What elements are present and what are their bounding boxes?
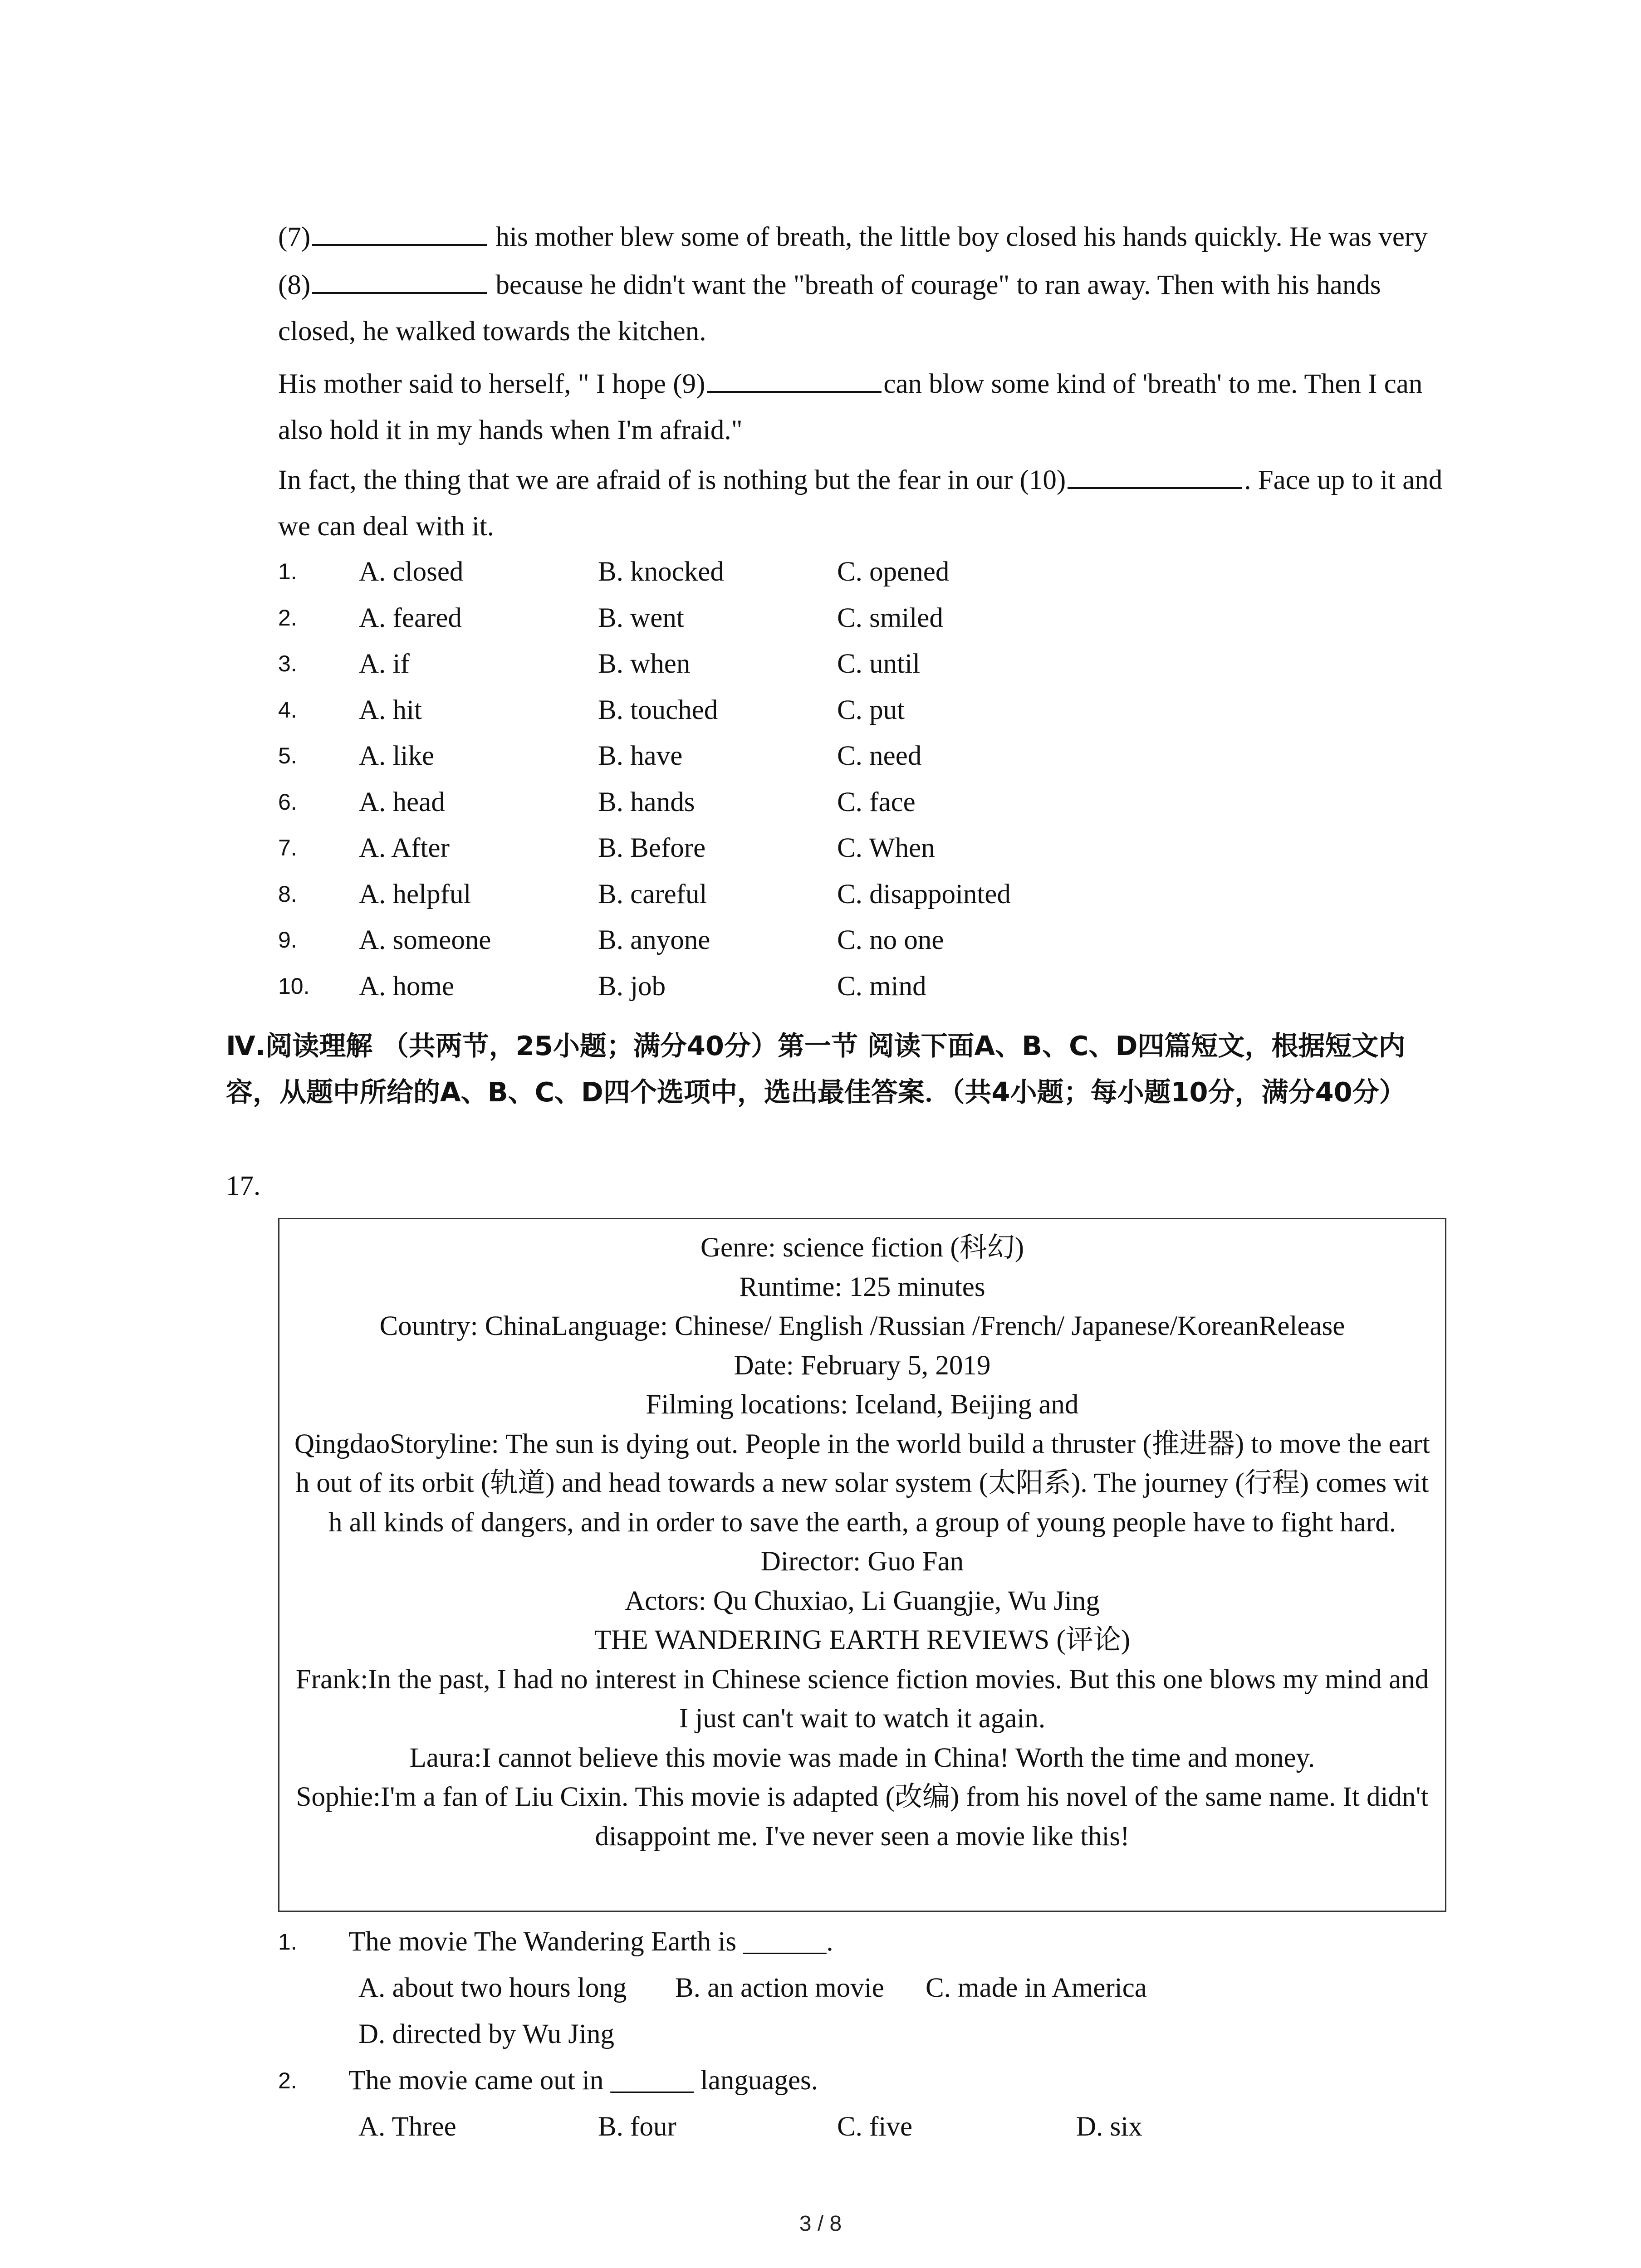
- blank-7: [312, 212, 487, 246]
- passage-text: because he didn't want the "breath of courage" to ran away. Then with his hands closed, he walked towards the kitchen.: [278, 270, 1381, 347]
- passage-text: (7): [278, 222, 311, 252]
- question-number: 17.: [226, 1171, 261, 1201]
- box-line-genre: Genre: science fiction (科幻): [700, 1232, 1024, 1263]
- option-number: 6.: [278, 789, 297, 815]
- blank-9: [707, 359, 882, 393]
- passage-text: can blow some kind of 'breath' to me. Then I can also hold it in my hands when I'm afraid.": [278, 369, 1423, 445]
- option-a: A. hit: [359, 694, 422, 725]
- box-line-director: Director: Guo Fan: [760, 1546, 964, 1577]
- blank-8: [312, 260, 487, 294]
- passage-paragraph-3: [278, 455, 1449, 550]
- option-b: B. careful: [598, 879, 707, 909]
- option-b: B. knocked: [598, 557, 724, 587]
- option-c: C. until: [837, 649, 921, 679]
- option-number: 9.: [278, 927, 297, 953]
- blank-10: [1068, 455, 1242, 489]
- option-c: C. need: [837, 741, 922, 771]
- box-line-reviews-heading: THE WANDERING EARTH REVIEWS (评论): [594, 1625, 1131, 1655]
- option-c: C. smiled: [837, 602, 943, 633]
- option-a: A. feared: [359, 602, 462, 633]
- question-2-choice-d: D. six: [1076, 2112, 1142, 2142]
- box-line-locations: Filming locations: Iceland, Beijing and: [646, 1389, 1079, 1420]
- question-1: [0, 1919, 1641, 1965]
- option-number: 10.: [278, 973, 310, 999]
- option-a: A. head: [359, 787, 445, 817]
- option-number: 1.: [278, 559, 297, 584]
- option-row: [278, 733, 1503, 779]
- question-1-choice-d: D. directed by Wu Jing: [358, 2019, 614, 2049]
- option-number: 5.: [278, 743, 297, 768]
- review-laura: Laura:I cannot believe this movie was made in China! Worth the time and money.: [409, 1742, 1315, 1773]
- option-row: [278, 871, 1503, 918]
- option-row: [278, 549, 1503, 595]
- option-row: [278, 779, 1503, 826]
- question-2-choice-a: A. Three: [358, 2112, 456, 2142]
- question-1-choice-a: A. about two hours long: [358, 1973, 627, 2003]
- question-1-choice-c: C. made in America: [926, 1973, 1147, 2003]
- option-row: [278, 917, 1503, 963]
- question-1-choice-b: B. an action movie: [675, 1973, 884, 2003]
- option-a: A. closed: [359, 557, 464, 587]
- option-a: A. someone: [359, 925, 491, 955]
- page-number: 3 / 8: [799, 2212, 842, 2236]
- option-a: A. like: [359, 741, 435, 771]
- question-2-number: 2.: [278, 2068, 297, 2093]
- option-b: B. went: [598, 602, 684, 633]
- option-row: [278, 963, 1503, 1010]
- question-2-text: The movie came out in ______ languages.: [348, 2065, 818, 2096]
- passage-text: . Face up to it and we can deal with it.: [278, 465, 1443, 542]
- question-2: [0, 2058, 1641, 2104]
- box-line-runtime: Runtime: 125 minutes: [739, 1271, 985, 1302]
- option-row: [278, 687, 1503, 733]
- question-1-text: The movie The Wandering Earth is ______.: [348, 1926, 833, 1957]
- option-c: C. mind: [837, 971, 926, 1002]
- option-b: B. touched: [598, 694, 718, 725]
- passage-paragraph-1: [278, 212, 1449, 355]
- option-a: A. if: [359, 649, 410, 679]
- option-b: B. hands: [598, 787, 695, 817]
- option-b: B. when: [598, 649, 691, 679]
- passage-text: his mother blew some of breath, the little boy closed his hands quickly. He was very (8): [278, 222, 1428, 300]
- option-row: [278, 825, 1503, 871]
- option-c: C. put: [837, 694, 905, 725]
- option-b: B. Before: [598, 833, 706, 863]
- option-c: C. When: [837, 833, 935, 863]
- question-2-choice-b: B. four: [598, 2112, 676, 2142]
- option-a: A. helpful: [359, 879, 471, 909]
- question-1-number: 1.: [278, 1929, 297, 1955]
- option-c: C. opened: [837, 557, 950, 587]
- option-row: [278, 595, 1503, 641]
- option-c: C. no one: [837, 925, 944, 955]
- passage-text: In fact, the thing that we are afraid of is nothing but the fear in our (10): [278, 465, 1066, 495]
- option-number: 4.: [278, 697, 297, 723]
- passage-text: His mother said to herself, " I hope (9): [278, 369, 705, 399]
- review-sophie: Sophie:I'm a fan of Liu Cixin. This movie is adapted (改编) from his novel of the same name. It didn't disappoint me. I've never seen a movie like this!: [296, 1782, 1429, 1852]
- option-a: A. After: [359, 833, 450, 863]
- option-number: 8.: [278, 881, 297, 907]
- option-b: B. job: [598, 971, 666, 1002]
- box-line-date: Date: February 5, 2019: [734, 1350, 991, 1381]
- option-b: B. have: [598, 741, 683, 771]
- option-number: 7.: [278, 835, 297, 860]
- review-frank: Frank:In the past, I had no interest in Chinese science fiction movies. But this one blows my mind and I just can't wait to watch it again.: [295, 1664, 1429, 1734]
- option-a: A. home: [359, 971, 455, 1002]
- option-number: 3.: [278, 651, 297, 676]
- box-line-storyline: QingdaoStoryline: The sun is dying out. People in the world build a thruster (推进器) to move the earth out of its orbit (轨道) and head towards a new solar system (太阳系). The journey (行程) comes with all kinds of dangers, and in order to save the earth, a group of young people have to fight hard.: [294, 1428, 1430, 1538]
- passage-paragraph-2: [278, 359, 1449, 454]
- option-row: [278, 641, 1503, 687]
- cloze-options: [278, 549, 1503, 1009]
- box-line-country: Country: ChinaLanguage: Chinese/ English /Russian /French/ Japanese/KoreanRelease: [379, 1311, 1345, 1341]
- option-c: C. face: [837, 787, 916, 817]
- option-number: 2.: [278, 605, 297, 631]
- question-2-choice-c: C. five: [837, 2112, 913, 2142]
- option-b: B. anyone: [598, 925, 710, 955]
- movie-info-box: [278, 1218, 1446, 1912]
- section-heading: Ⅳ.阅读理解 （共两节，25小题；满分40分）第一节 阅读下面A、B、C、D四篇短文，根据短文内容，从题中所给的A、B、C、D四个选项中，选出最佳答案．（共4小题；每小题10分，满分40分）: [226, 1030, 1406, 1108]
- box-line-actors: Actors: Qu Chuxiao, Li Guangjie, Wu Jing: [625, 1585, 1100, 1616]
- option-c: C. disappointed: [837, 879, 1011, 909]
